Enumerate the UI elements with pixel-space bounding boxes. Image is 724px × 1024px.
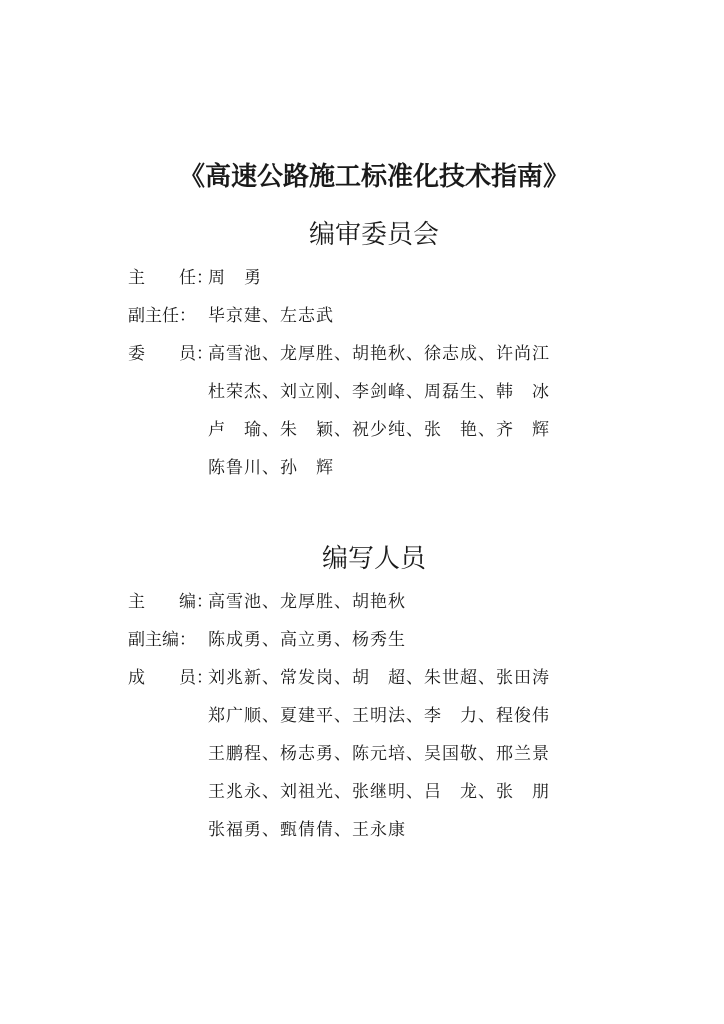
role-label: 副主编：	[128, 630, 196, 650]
committee-heading: 编审委员会	[308, 220, 439, 250]
document-title: 《高速公路施工标准化技术指南》	[178, 162, 569, 192]
member-names: 王鹏程、杨志勇、陈元培、吴国敬、邢兰景	[208, 744, 550, 764]
writers-roster	[128, 583, 588, 849]
role-label: 主 编：	[128, 592, 213, 612]
writers-heading: 编写人员	[321, 544, 426, 574]
committee-row	[128, 335, 588, 373]
writers-row	[128, 773, 588, 811]
committee-row	[128, 259, 588, 297]
committee-row	[128, 449, 588, 487]
member-names: 陈成勇、高立勇、杨秀生	[208, 630, 406, 650]
role-label: 副主任：	[128, 306, 196, 326]
member-names: 毕京建、左志武	[208, 306, 334, 326]
member-names: 刘兆新、常发岗、胡 超、朱世超、张田涛	[208, 668, 550, 688]
member-names: 王兆永、刘祖光、张继明、吕 龙、张 朋	[208, 782, 550, 802]
writers-row	[128, 697, 588, 735]
committee-roster	[128, 259, 588, 487]
member-names: 高雪池、龙厚胜、胡艳秋、徐志成、许尚江	[208, 344, 550, 364]
committee-row	[128, 373, 588, 411]
member-names: 卢 瑜、朱 颖、祝少纯、张 艳、齐 辉	[208, 420, 550, 440]
role-label: 委 员：	[128, 344, 213, 364]
committee-row	[128, 297, 588, 335]
writers-row	[128, 659, 588, 697]
member-names: 高雪池、龙厚胜、胡艳秋	[208, 592, 406, 612]
writers-row	[128, 583, 588, 621]
member-names: 张福勇、甄倩倩、王永康	[208, 820, 406, 840]
role-label: 成 员：	[128, 668, 213, 688]
role-label: 主 任：	[128, 268, 213, 288]
member-names: 郑广顺、夏建平、王明法、李 力、程俊伟	[208, 706, 550, 726]
writers-row	[128, 811, 588, 849]
member-names: 陈鲁川、孙 辉	[208, 458, 334, 478]
member-names: 杜荣杰、刘立刚、李剑峰、周磊生、韩 冰	[208, 382, 550, 402]
committee-row	[128, 411, 588, 449]
writers-row	[128, 735, 588, 773]
writers-row	[128, 621, 588, 659]
member-names: 周 勇	[208, 268, 262, 288]
